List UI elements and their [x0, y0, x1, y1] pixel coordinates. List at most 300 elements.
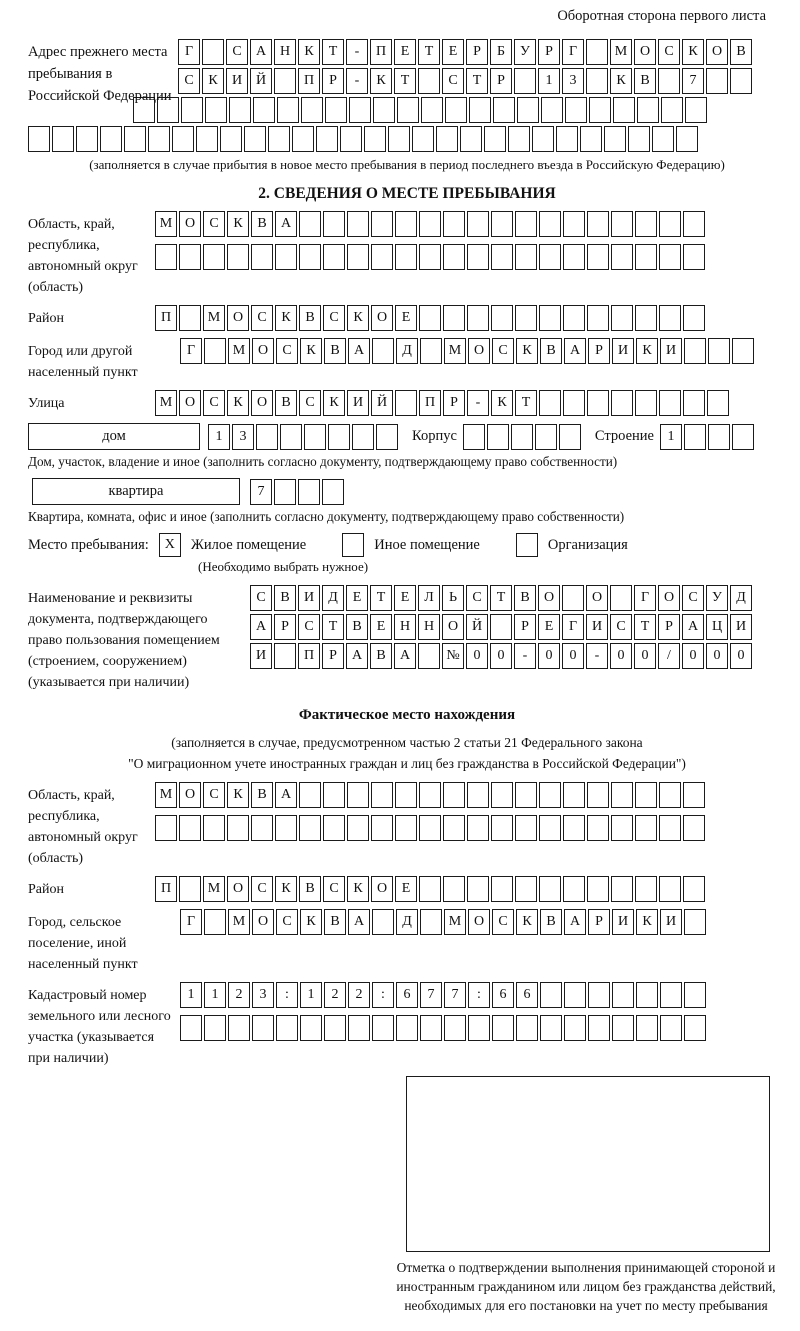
char-cell[interactable] — [559, 424, 581, 450]
char-cell[interactable] — [683, 782, 705, 808]
char-cell[interactable]: 0 — [682, 643, 704, 669]
char-cell[interactable]: 6 — [492, 982, 514, 1008]
stay-type-checkbox-organization[interactable] — [516, 533, 538, 557]
char-cell[interactable]: Р — [466, 39, 488, 65]
char-cell[interactable] — [586, 39, 608, 65]
char-cell[interactable]: : — [276, 982, 298, 1008]
char-cell[interactable] — [539, 244, 561, 270]
char-cell[interactable]: О — [706, 39, 728, 65]
char-cell[interactable] — [635, 305, 657, 331]
char-cell[interactable] — [532, 126, 554, 152]
char-cell[interactable] — [683, 305, 705, 331]
char-cell[interactable]: 1 — [660, 424, 682, 450]
char-cell[interactable] — [347, 815, 369, 841]
char-cell[interactable] — [659, 390, 681, 416]
char-cell[interactable] — [467, 305, 489, 331]
char-cell[interactable] — [292, 126, 314, 152]
char-cell[interactable]: Т — [370, 585, 392, 611]
char-cell[interactable] — [204, 1015, 226, 1041]
char-cell[interactable]: К — [227, 211, 249, 237]
char-cell[interactable]: В — [324, 338, 346, 364]
char-cell[interactable] — [587, 211, 609, 237]
char-cell[interactable] — [515, 305, 537, 331]
char-cell[interactable]: С — [658, 39, 680, 65]
char-cell[interactable] — [280, 424, 302, 450]
char-cell[interactable] — [275, 244, 297, 270]
char-cell[interactable] — [395, 390, 417, 416]
char-cell[interactable] — [611, 876, 633, 902]
char-cell[interactable] — [556, 126, 578, 152]
char-cell[interactable]: Т — [466, 68, 488, 94]
char-cell[interactable]: В — [540, 338, 562, 364]
char-cell[interactable]: Е — [346, 585, 368, 611]
char-cell[interactable]: С — [466, 585, 488, 611]
char-cell[interactable]: - — [346, 68, 368, 94]
char-cell[interactable] — [732, 424, 754, 450]
char-cell[interactable] — [684, 338, 706, 364]
char-cell[interactable]: Г — [634, 585, 656, 611]
char-cell[interactable] — [660, 982, 682, 1008]
char-cell[interactable] — [587, 876, 609, 902]
char-cell[interactable] — [659, 815, 681, 841]
char-cell[interactable] — [706, 68, 728, 94]
char-cell[interactable] — [443, 782, 465, 808]
char-cell[interactable] — [349, 97, 371, 123]
char-cell[interactable] — [491, 876, 513, 902]
char-cell[interactable] — [659, 244, 681, 270]
char-cell[interactable]: С — [298, 614, 320, 640]
char-cell[interactable]: М — [228, 338, 250, 364]
char-cell[interactable] — [635, 815, 657, 841]
char-cell[interactable] — [460, 126, 482, 152]
char-cell[interactable]: А — [682, 614, 704, 640]
char-cell[interactable] — [364, 126, 386, 152]
char-cell[interactable] — [660, 1015, 682, 1041]
char-cell[interactable]: Ц — [706, 614, 728, 640]
char-cell[interactable]: С — [203, 211, 225, 237]
char-cell[interactable] — [443, 211, 465, 237]
char-cell[interactable]: 0 — [562, 643, 584, 669]
char-cell[interactable] — [299, 244, 321, 270]
char-cell[interactable]: Н — [418, 614, 440, 640]
char-cell[interactable] — [467, 815, 489, 841]
char-cell[interactable] — [467, 244, 489, 270]
char-cell[interactable] — [229, 97, 251, 123]
char-cell[interactable]: К — [323, 390, 345, 416]
char-cell[interactable] — [371, 782, 393, 808]
stay-type-checkbox-residential[interactable]: X — [159, 533, 181, 557]
char-cell[interactable] — [371, 211, 393, 237]
char-cell[interactable] — [508, 126, 530, 152]
char-cell[interactable] — [275, 815, 297, 841]
char-cell[interactable] — [301, 97, 323, 123]
char-cell[interactable]: В — [540, 909, 562, 935]
char-cell[interactable]: С — [299, 390, 321, 416]
char-cell[interactable] — [613, 97, 635, 123]
char-cell[interactable] — [323, 244, 345, 270]
char-cell[interactable]: К — [370, 68, 392, 94]
char-cell[interactable]: П — [419, 390, 441, 416]
char-cell[interactable]: Б — [490, 39, 512, 65]
char-cell[interactable] — [28, 126, 50, 152]
char-cell[interactable] — [347, 211, 369, 237]
char-cell[interactable] — [539, 211, 561, 237]
char-cell[interactable]: 0 — [466, 643, 488, 669]
char-cell[interactable] — [611, 211, 633, 237]
char-cell[interactable]: Т — [322, 39, 344, 65]
char-cell[interactable] — [395, 782, 417, 808]
char-cell[interactable]: К — [227, 390, 249, 416]
char-cell[interactable]: М — [155, 211, 177, 237]
char-cell[interactable]: Р — [490, 68, 512, 94]
char-cell[interactable]: У — [706, 585, 728, 611]
char-cell[interactable] — [323, 815, 345, 841]
char-cell[interactable]: 1 — [300, 982, 322, 1008]
char-cell[interactable]: В — [514, 585, 536, 611]
char-cell[interactable]: К — [275, 876, 297, 902]
char-cell[interactable]: - — [346, 39, 368, 65]
char-cell[interactable]: : — [468, 982, 490, 1008]
char-cell[interactable] — [347, 782, 369, 808]
char-cell[interactable] — [635, 782, 657, 808]
char-cell[interactable] — [325, 97, 347, 123]
char-cell[interactable] — [299, 815, 321, 841]
char-cell[interactable]: К — [491, 390, 513, 416]
char-cell[interactable]: К — [275, 305, 297, 331]
char-cell[interactable] — [419, 211, 441, 237]
char-cell[interactable] — [179, 876, 201, 902]
char-cell[interactable] — [322, 479, 344, 505]
char-cell[interactable] — [443, 244, 465, 270]
char-cell[interactable] — [539, 305, 561, 331]
char-cell[interactable]: Р — [514, 614, 536, 640]
char-cell[interactable] — [256, 424, 278, 450]
char-cell[interactable]: С — [442, 68, 464, 94]
char-cell[interactable] — [493, 97, 515, 123]
char-cell[interactable]: / — [658, 643, 680, 669]
char-cell[interactable]: 1 — [208, 424, 230, 450]
char-cell[interactable] — [277, 97, 299, 123]
char-cell[interactable] — [683, 211, 705, 237]
char-cell[interactable] — [487, 424, 509, 450]
char-cell[interactable]: Р — [538, 39, 560, 65]
char-cell[interactable]: К — [298, 39, 320, 65]
char-cell[interactable] — [469, 97, 491, 123]
char-cell[interactable] — [636, 982, 658, 1008]
char-cell[interactable] — [227, 244, 249, 270]
char-cell[interactable] — [76, 126, 98, 152]
char-cell[interactable] — [304, 424, 326, 450]
char-cell[interactable]: М — [610, 39, 632, 65]
char-cell[interactable]: В — [251, 782, 273, 808]
char-cell[interactable]: М — [228, 909, 250, 935]
char-cell[interactable]: 0 — [490, 643, 512, 669]
char-cell[interactable] — [515, 876, 537, 902]
char-cell[interactable]: Г — [180, 338, 202, 364]
char-cell[interactable] — [204, 909, 226, 935]
char-cell[interactable]: Е — [394, 585, 416, 611]
char-cell[interactable]: 2 — [324, 982, 346, 1008]
char-cell[interactable] — [659, 876, 681, 902]
char-cell[interactable]: В — [370, 643, 392, 669]
char-cell[interactable]: А — [348, 909, 370, 935]
char-cell[interactable] — [467, 782, 489, 808]
char-cell[interactable]: М — [155, 390, 177, 416]
char-cell[interactable] — [564, 982, 586, 1008]
char-cell[interactable] — [419, 305, 441, 331]
char-cell[interactable] — [684, 424, 706, 450]
char-cell[interactable]: - — [586, 643, 608, 669]
char-cell[interactable]: Р — [274, 614, 296, 640]
char-cell[interactable] — [515, 244, 537, 270]
char-cell[interactable] — [611, 782, 633, 808]
char-cell[interactable]: О — [468, 338, 490, 364]
char-cell[interactable]: Р — [443, 390, 465, 416]
char-cell[interactable]: А — [346, 643, 368, 669]
char-cell[interactable]: О — [634, 39, 656, 65]
char-cell[interactable] — [419, 244, 441, 270]
char-cell[interactable] — [372, 1015, 394, 1041]
char-cell[interactable] — [661, 97, 683, 123]
char-cell[interactable] — [589, 97, 611, 123]
char-cell[interactable] — [610, 585, 632, 611]
char-cell[interactable]: Й — [250, 68, 272, 94]
char-cell[interactable]: Й — [466, 614, 488, 640]
char-cell[interactable]: 1 — [180, 982, 202, 1008]
char-cell[interactable]: Д — [396, 338, 418, 364]
char-cell[interactable]: П — [298, 643, 320, 669]
char-cell[interactable] — [490, 614, 512, 640]
char-cell[interactable] — [179, 815, 201, 841]
char-cell[interactable]: Й — [371, 390, 393, 416]
char-cell[interactable] — [323, 782, 345, 808]
char-cell[interactable]: 3 — [232, 424, 254, 450]
char-cell[interactable]: С — [323, 305, 345, 331]
char-cell[interactable] — [274, 68, 296, 94]
char-cell[interactable] — [388, 126, 410, 152]
char-cell[interactable] — [300, 1015, 322, 1041]
char-cell[interactable] — [436, 126, 458, 152]
char-cell[interactable]: С — [250, 585, 272, 611]
char-cell[interactable]: О — [179, 390, 201, 416]
char-cell[interactable] — [268, 126, 290, 152]
char-cell[interactable] — [564, 1015, 586, 1041]
char-cell[interactable]: С — [226, 39, 248, 65]
char-cell[interactable]: С — [203, 782, 225, 808]
char-cell[interactable] — [419, 876, 441, 902]
char-cell[interactable] — [541, 97, 563, 123]
char-cell[interactable] — [299, 782, 321, 808]
char-cell[interactable] — [348, 1015, 370, 1041]
char-cell[interactable]: Т — [418, 39, 440, 65]
char-cell[interactable] — [611, 390, 633, 416]
char-cell[interactable]: К — [516, 338, 538, 364]
char-cell[interactable] — [540, 982, 562, 1008]
char-cell[interactable]: А — [348, 338, 370, 364]
char-cell[interactable]: О — [179, 211, 201, 237]
char-cell[interactable] — [637, 97, 659, 123]
char-cell[interactable] — [180, 1015, 202, 1041]
char-cell[interactable] — [635, 876, 657, 902]
char-cell[interactable] — [179, 244, 201, 270]
char-cell[interactable]: 1 — [538, 68, 560, 94]
char-cell[interactable]: У — [514, 39, 536, 65]
char-cell[interactable]: О — [442, 614, 464, 640]
char-cell[interactable]: И — [612, 909, 634, 935]
char-cell[interactable]: С — [492, 338, 514, 364]
char-cell[interactable]: В — [251, 211, 273, 237]
char-cell[interactable] — [636, 1015, 658, 1041]
char-cell[interactable] — [659, 211, 681, 237]
char-cell[interactable] — [252, 1015, 274, 1041]
char-cell[interactable]: № — [442, 643, 464, 669]
char-cell[interactable] — [587, 782, 609, 808]
char-cell[interactable] — [52, 126, 74, 152]
char-cell[interactable]: 1 — [204, 982, 226, 1008]
char-cell[interactable] — [676, 126, 698, 152]
char-cell[interactable]: Д — [396, 909, 418, 935]
char-cell[interactable] — [515, 782, 537, 808]
char-cell[interactable] — [588, 982, 610, 1008]
char-cell[interactable] — [491, 305, 513, 331]
char-cell[interactable]: Г — [180, 909, 202, 935]
char-cell[interactable]: 3 — [562, 68, 584, 94]
char-cell[interactable]: 7 — [420, 982, 442, 1008]
char-cell[interactable]: К — [682, 39, 704, 65]
char-cell[interactable]: А — [250, 614, 272, 640]
char-cell[interactable] — [376, 424, 398, 450]
char-cell[interactable] — [371, 244, 393, 270]
char-cell[interactable]: 7 — [682, 68, 704, 94]
char-cell[interactable] — [515, 211, 537, 237]
char-cell[interactable] — [445, 97, 467, 123]
char-cell[interactable] — [274, 643, 296, 669]
char-cell[interactable] — [298, 479, 320, 505]
char-cell[interactable]: И — [250, 643, 272, 669]
char-cell[interactable]: К — [347, 305, 369, 331]
char-cell[interactable]: Е — [395, 305, 417, 331]
char-cell[interactable]: И — [347, 390, 369, 416]
char-cell[interactable] — [100, 126, 122, 152]
char-cell[interactable] — [540, 1015, 562, 1041]
char-cell[interactable] — [514, 68, 536, 94]
char-cell[interactable]: С — [610, 614, 632, 640]
char-cell[interactable] — [397, 97, 419, 123]
char-cell[interactable]: М — [203, 305, 225, 331]
char-cell[interactable] — [395, 211, 417, 237]
char-cell[interactable] — [372, 909, 394, 935]
char-cell[interactable]: И — [226, 68, 248, 94]
char-cell[interactable]: Е — [538, 614, 560, 640]
char-cell[interactable] — [421, 97, 443, 123]
char-cell[interactable] — [396, 1015, 418, 1041]
char-cell[interactable]: 3 — [252, 982, 274, 1008]
char-cell[interactable] — [372, 338, 394, 364]
char-cell[interactable] — [418, 68, 440, 94]
char-cell[interactable] — [563, 211, 585, 237]
char-cell[interactable]: К — [636, 338, 658, 364]
char-cell[interactable]: Д — [322, 585, 344, 611]
char-cell[interactable] — [373, 97, 395, 123]
char-cell[interactable] — [467, 876, 489, 902]
char-cell[interactable] — [563, 815, 585, 841]
char-cell[interactable] — [484, 126, 506, 152]
char-cell[interactable]: О — [227, 305, 249, 331]
char-cell[interactable] — [395, 244, 417, 270]
char-cell[interactable] — [730, 68, 752, 94]
char-cell[interactable]: 7 — [250, 479, 272, 505]
char-cell[interactable]: К — [610, 68, 632, 94]
char-cell[interactable]: О — [252, 338, 274, 364]
char-cell[interactable] — [172, 126, 194, 152]
char-cell[interactable]: А — [564, 338, 586, 364]
char-cell[interactable] — [612, 982, 634, 1008]
char-cell[interactable]: В — [730, 39, 752, 65]
char-cell[interactable] — [340, 126, 362, 152]
char-cell[interactable]: П — [155, 876, 177, 902]
char-cell[interactable] — [395, 815, 417, 841]
char-cell[interactable] — [611, 305, 633, 331]
char-cell[interactable] — [563, 244, 585, 270]
char-cell[interactable] — [685, 97, 707, 123]
char-cell[interactable] — [468, 1015, 490, 1041]
char-cell[interactable] — [587, 305, 609, 331]
char-cell[interactable] — [155, 815, 177, 841]
char-cell[interactable]: О — [468, 909, 490, 935]
char-cell[interactable]: К — [636, 909, 658, 935]
char-cell[interactable] — [683, 390, 705, 416]
char-cell[interactable] — [244, 126, 266, 152]
char-cell[interactable] — [611, 244, 633, 270]
char-cell[interactable] — [371, 815, 393, 841]
char-cell[interactable] — [253, 97, 275, 123]
char-cell[interactable] — [604, 126, 626, 152]
char-cell[interactable] — [443, 876, 465, 902]
char-cell[interactable]: О — [252, 909, 274, 935]
char-cell[interactable]: О — [251, 390, 273, 416]
char-cell[interactable] — [707, 390, 729, 416]
char-cell[interactable]: А — [275, 211, 297, 237]
char-cell[interactable] — [179, 305, 201, 331]
char-cell[interactable]: К — [227, 782, 249, 808]
char-cell[interactable]: 6 — [516, 982, 538, 1008]
char-cell[interactable] — [562, 585, 584, 611]
char-cell[interactable] — [652, 126, 674, 152]
char-cell[interactable]: С — [276, 338, 298, 364]
char-cell[interactable]: - — [467, 390, 489, 416]
char-cell[interactable] — [683, 815, 705, 841]
char-cell[interactable] — [316, 126, 338, 152]
char-cell[interactable] — [658, 68, 680, 94]
char-cell[interactable] — [539, 782, 561, 808]
char-cell[interactable] — [563, 305, 585, 331]
char-cell[interactable]: П — [155, 305, 177, 331]
char-cell[interactable] — [299, 211, 321, 237]
char-cell[interactable]: О — [371, 305, 393, 331]
char-cell[interactable]: Л — [418, 585, 440, 611]
char-cell[interactable] — [148, 126, 170, 152]
char-cell[interactable]: А — [564, 909, 586, 935]
char-cell[interactable]: С — [323, 876, 345, 902]
char-cell[interactable]: В — [634, 68, 656, 94]
char-cell[interactable] — [491, 815, 513, 841]
char-cell[interactable]: 2 — [348, 982, 370, 1008]
char-cell[interactable]: Д — [730, 585, 752, 611]
char-cell[interactable]: С — [203, 390, 225, 416]
char-cell[interactable]: 0 — [634, 643, 656, 669]
char-cell[interactable] — [467, 211, 489, 237]
char-cell[interactable] — [684, 982, 706, 1008]
